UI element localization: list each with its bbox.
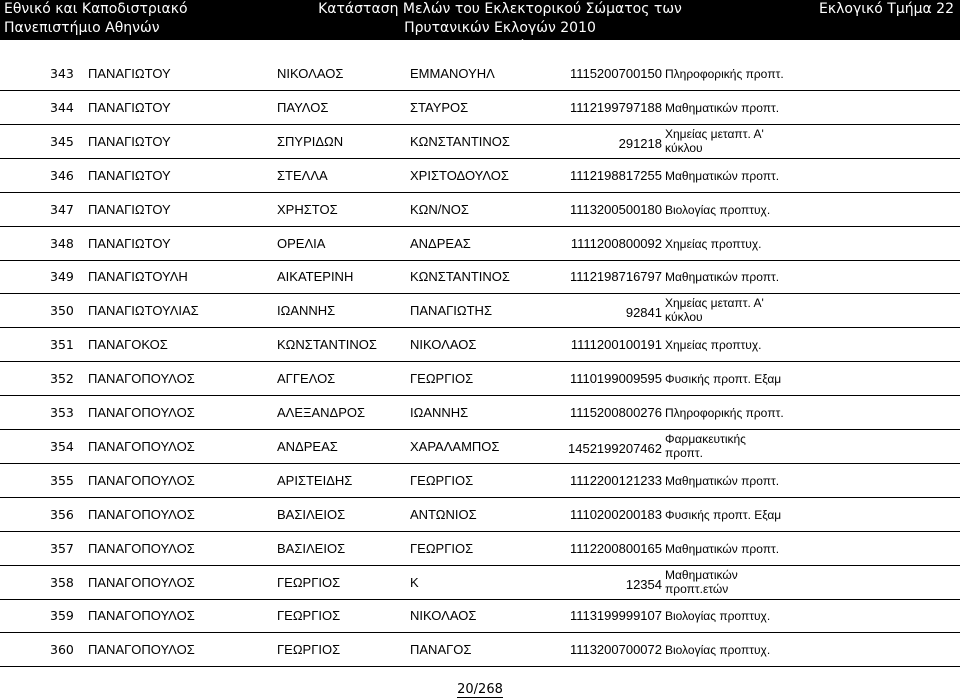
first-name-cell: ΓΕΩΡΓΙΟΣ	[277, 642, 341, 658]
row-number: 346	[50, 167, 74, 183]
row-number: 359	[50, 608, 74, 624]
father-name-cell: ΝΙΚΟΛΑΟΣ	[410, 608, 477, 624]
surname-cell: ΠΑΝΑΓΟΠΟΥΛΟΣ	[88, 438, 195, 454]
department-line: κύκλου	[665, 140, 703, 155]
university-line-2: Πανεπιστήμιο Αθηνών	[4, 20, 160, 36]
father-name-cell: ΚΩΝΣΤΑΝΤΙΝΟΣ	[410, 133, 510, 149]
table-row	[0, 363, 960, 396]
father-name-cell: ΑΝΤΩΝΙΟΣ	[410, 506, 477, 522]
surname-cell: ΠΑΝΑΓΙΩΤΟΥ	[88, 133, 171, 149]
surname-cell: ΠΑΝΑΓΟΠΟΥΛΟΣ	[88, 506, 195, 522]
first-name-cell: ΚΩΝΣΤΑΝΤΙΝΟΣ	[277, 337, 377, 353]
first-name-cell: ΝΙΚΟΛΑΟΣ	[277, 66, 344, 81]
table-row	[0, 160, 960, 193]
department-line: Μαθηματικών προπτ.	[665, 473, 780, 488]
department-cell	[665, 228, 762, 260]
university-line-1: Εθνικό και Καποδιστριακό	[4, 1, 188, 17]
department-cell	[665, 465, 779, 497]
registration-id-cell: 1112199797188	[569, 99, 662, 115]
department-line: Φυσικής προπτ. Εξαμ	[665, 507, 782, 522]
registration-id-cell: 1113199999107	[569, 608, 662, 624]
department-cell	[665, 160, 779, 192]
table-row	[0, 533, 960, 566]
father-name-cell: ΝΙΚΟΛΑΟΣ	[410, 337, 477, 353]
row-number: 351	[50, 337, 74, 353]
registration-id-cell: 1111200800092	[570, 235, 662, 251]
table-row	[0, 600, 960, 633]
registration-id-cell: 12354	[625, 576, 662, 592]
department-cell	[665, 58, 784, 90]
department-cell	[665, 127, 764, 159]
page-number: 20/268	[457, 682, 503, 697]
department-cell	[665, 533, 779, 565]
table-row	[0, 397, 960, 430]
registration-id-cell: 1113200700072	[569, 642, 662, 658]
department-line: προπτ.ετών	[665, 581, 729, 596]
surname-cell: ΠΑΝΑΓΟΠΟΥΛΟΣ	[88, 371, 195, 387]
department-line: Πληροφορικής πρoπτ.	[665, 406, 784, 420]
first-name-cell: ΒΑΣΙΛΕΙΟΣ	[277, 506, 346, 522]
registration-id-cell: 1110200200183	[569, 506, 662, 522]
registration-id-cell: 1115200700150	[569, 66, 662, 81]
department-cell	[665, 194, 770, 226]
department-cell	[665, 329, 762, 361]
document-title	[300, 0, 700, 57]
first-name-cell: ΧΡΗΣΤΟΣ	[277, 201, 338, 217]
row-number: 355	[50, 472, 74, 488]
first-name-cell: ΓΕΩΡΓΙΟΣ	[277, 574, 341, 590]
table-row	[0, 499, 960, 532]
department-cell	[665, 397, 784, 429]
surname-cell: ΠΑΝΑΓΟΚΟΣ	[88, 337, 168, 353]
father-name-cell: ΚΩΝΣΤΑΝΤΙΝΟΣ	[410, 269, 510, 285]
department-line: Μαθηματικών προπτ.	[665, 100, 780, 115]
table-row	[0, 329, 960, 362]
page-footer	[0, 680, 960, 699]
department-line: Φυσικής προπτ. Εξαμ	[665, 372, 782, 387]
first-name-cell: ΠΑΥΛΟΣ	[277, 99, 329, 115]
first-name-cell: ΑΡΙΣΤΕΙΔΗΣ	[277, 472, 353, 488]
surname-cell: ΠΑΝΑΓΟΠΟΥΛΟΣ	[88, 642, 195, 658]
department-line: Χημείας μεταπτ. Α'	[665, 296, 764, 311]
first-name-cell: ΙΩΑΝΝΗΣ	[277, 303, 336, 319]
department-line: Χημείας μεταπτ. Α'	[665, 126, 764, 141]
table-row	[0, 261, 960, 294]
surname-cell: ΠΑΝΑΓΙΩΤΟΥ	[88, 235, 171, 251]
department-line: Μαθηματικών	[665, 567, 738, 582]
father-name-cell: ΧΡΙΣΤΟΔΟΥΛΟΣ	[410, 167, 509, 183]
table-row	[0, 465, 960, 498]
department-line: Χημείας προπτυχ.	[665, 338, 762, 353]
department-line: Πληροφορικής πρoπτ.	[665, 67, 784, 81]
department-line: Βιολογίας προπτυχ.	[665, 643, 771, 658]
election-section: Εκλογικό Τμήμα 22	[819, 1, 954, 17]
department-cell	[665, 600, 770, 632]
title-line-1: Κατάσταση Μελών του Εκλεκτορικού Σώματος των Πρυτανικών Εκλογών 2010	[318, 1, 682, 36]
row-number: 343	[50, 66, 74, 81]
surname-cell: ΠΑΝΑΓΟΠΟΥΛΟΣ	[88, 472, 195, 488]
table-row	[0, 126, 960, 159]
table-row	[0, 194, 960, 227]
table-row	[0, 295, 960, 328]
surname-cell: ΠΑΝΑΓΟΠΟΥΛΟΣ	[88, 405, 195, 420]
father-name-cell: ΧΑΡΑΛΑΜΠΟΣ	[410, 438, 500, 454]
row-number: 350	[50, 303, 74, 319]
department-cell	[665, 92, 779, 124]
surname-cell: ΠΑΝΑΓΙΩΤΟΥΛΗ	[88, 269, 188, 285]
father-name-cell: ΓΕΩΡΓΙΟΣ	[410, 371, 474, 387]
department-line: Μαθηματικών προπτ.	[665, 541, 780, 556]
department-line: κύκλου	[665, 310, 703, 325]
father-name-cell: ΕΜΜΑΝΟΥΗΛ	[410, 66, 495, 81]
table-row	[0, 634, 960, 667]
first-name-cell: ΓΕΩΡΓΙΟΣ	[277, 608, 341, 624]
father-name-cell: ΓΕΩΡΓΙΟΣ	[410, 540, 474, 556]
first-name-cell: ΑΛΕΞΑΝΔΡΟΣ	[277, 405, 366, 420]
table-row	[0, 92, 960, 125]
surname-cell: ΠΑΝΑΓΟΠΟΥΛΟΣ	[88, 574, 195, 590]
registration-id-cell: 1115200800276	[569, 405, 662, 420]
first-name-cell: ΣΤΕΛΛΑ	[277, 167, 328, 183]
row-number: 356	[50, 506, 74, 522]
department-line: Χημείας προπτυχ.	[665, 236, 762, 251]
department-line: Βιολογίας προπτυχ.	[665, 202, 771, 217]
row-number: 357	[50, 540, 74, 556]
row-number: 349	[50, 269, 74, 285]
table-row	[0, 58, 960, 91]
registration-id-cell: 92841	[625, 305, 662, 321]
registration-id-cell: 1111200100191	[570, 337, 662, 353]
university-name	[4, 0, 188, 38]
first-name-cell: ΣΠΥΡΙΔΩΝ	[277, 133, 344, 149]
department-line: προπτ.	[665, 445, 703, 460]
registration-id-cell: 291218	[618, 135, 662, 151]
row-number: 354	[50, 438, 74, 454]
department-cell	[665, 499, 781, 531]
row-number: 358	[50, 574, 74, 590]
table-row	[0, 431, 960, 464]
department-cell	[665, 432, 746, 464]
row-number: 353	[50, 405, 74, 420]
surname-cell: ΠΑΝΑΓΟΠΟΥΛΟΣ	[88, 608, 195, 624]
department-line: Βιολογίας προπτυχ.	[665, 609, 771, 624]
first-name-cell: ΑΝΔΡΕΑΣ	[277, 438, 338, 454]
page-header	[0, 0, 960, 55]
father-name-cell: ΣΤΑΥΡΟΣ	[410, 99, 469, 115]
row-number: 344	[50, 99, 74, 115]
department-cell	[665, 296, 764, 328]
department-cell	[665, 363, 781, 395]
department-cell	[665, 568, 738, 600]
department-cell	[665, 261, 779, 293]
registration-id-cell: 1112200800165	[569, 540, 662, 556]
father-name-cell: ΑΝΔΡΕΑΣ	[410, 235, 471, 251]
title-line-2: Φοιτητών	[465, 39, 535, 55]
surname-cell: ΠΑΝΑΓΙΩΤΟΥ	[88, 99, 171, 115]
surname-cell: ΠΑΝΑΓΙΩΤΟΥ	[88, 201, 171, 217]
father-name-cell: ΠΑΝΑΓΙΩΤΗΣ	[410, 303, 492, 319]
surname-cell: ΠΑΝΑΓΙΩΤΟΥΛΙΑΣ	[88, 303, 199, 319]
surname-cell: ΠΑΝΑΓΙΩΤΟΥ	[88, 167, 171, 183]
first-name-cell: ΟΡΕΛΙΑ	[277, 235, 326, 251]
row-number: 352	[50, 371, 74, 387]
father-name-cell: ΠΑΝΑΓΟΣ	[410, 642, 472, 658]
registration-id-cell: 1112198716797	[569, 269, 662, 285]
department-line: Μαθηματικών προπτ.	[665, 270, 780, 285]
first-name-cell: ΒΑΣΙΛΕΙΟΣ	[277, 540, 346, 556]
row-number: 347	[50, 201, 74, 217]
registration-id-cell: 1113200500180	[569, 201, 662, 217]
row-number: 360	[50, 642, 74, 658]
surname-cell: ΠΑΝΑΓΟΠΟΥΛΟΣ	[88, 540, 195, 556]
surname-cell: ΠΑΝΑΓΙΩΤΟΥ	[88, 66, 171, 81]
father-name-cell: ΓΕΩΡΓΙΟΣ	[410, 472, 474, 488]
first-name-cell: ΑΓΓΕΛΟΣ	[277, 371, 336, 387]
registration-id-cell: 1452199207462	[568, 440, 662, 456]
registration-id-cell: 1112200121233	[569, 472, 662, 488]
father-name-cell: Κ	[410, 574, 419, 590]
department-line: Μαθηματικών προπτ.	[665, 168, 780, 183]
first-name-cell: ΑΙΚΑΤΕΡΙΝΗ	[277, 269, 354, 285]
table-row	[0, 228, 960, 261]
department-line: Φαρμακευτικής	[665, 431, 746, 446]
registration-id-cell: 1110199009595	[569, 371, 662, 387]
father-name-cell: ΚΩΝ/ΝΟΣ	[410, 201, 469, 217]
father-name-cell: ΙΩΑΝΝΗΣ	[410, 405, 469, 420]
table-row	[0, 567, 960, 600]
row-number: 348	[50, 235, 74, 251]
row-number: 345	[50, 133, 74, 149]
registration-id-cell: 1112198817255	[569, 167, 662, 183]
department-cell	[665, 634, 770, 666]
